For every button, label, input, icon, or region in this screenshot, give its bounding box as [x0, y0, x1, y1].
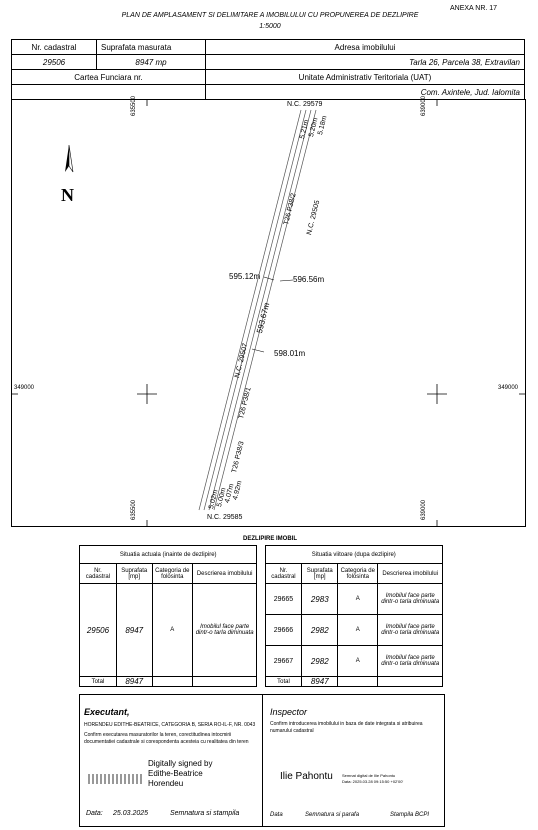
length-2: 596.56m [293, 275, 325, 284]
nr-cadastral-value: 29506 [12, 55, 97, 70]
document-title: PLAN DE AMPLASAMENT SI DELIMITARE A IMOBILULUI CU PROPUNEREA DE DEZLIPIRE [121, 12, 419, 19]
viitoare-cat-3: A [338, 646, 378, 677]
executant-text: Confirm executarea masuratorilor la teren, corectitudinea intocmirii documentatiei cadastrale si corespondenta acesteia cu realitatea din teren [84, 732, 249, 745]
col-desc: Descrierea imobilului [192, 564, 256, 584]
viitoare-sup-3: 2982 [302, 646, 338, 677]
parcel-strips [199, 110, 316, 510]
executant-date: 25.03.2025 [113, 810, 149, 817]
executant-name: HORENDEU EDITHE-BEATRICE, CATEGORIA B, SERIA RO-IL-F, NR. 0043 [84, 722, 256, 728]
length-1: 595.12m [229, 272, 261, 281]
adresa-value: Tarla 26, Parcela 38, Extravilan [206, 55, 525, 70]
parcel-top: T26 P38/2 [283, 192, 298, 226]
parcel-bottom: T26 P38/3 [231, 440, 246, 474]
bottom-dim-1: 5.02m [208, 489, 220, 510]
scale: 1:5000 [259, 23, 281, 30]
total-actual: 8947 [116, 677, 152, 687]
inspector-digital-date: Data: 2025.03.28 09:15:50 +02'00' [342, 779, 404, 784]
table-gap [257, 546, 265, 687]
viitoare-nr-2: 29666 [265, 615, 302, 646]
viitoare-desc-3: Imobilul face parte dintr-o tarla diminuata [378, 646, 443, 677]
adresa-label: Adresa imobilului [206, 40, 525, 55]
coord-bottom-left: 635500 [131, 499, 137, 520]
inspector-date-label: Data [270, 812, 283, 818]
info-table [11, 39, 525, 100]
total-label-v: Total [265, 677, 302, 687]
bottom-dim-4: 4.92m [232, 480, 244, 501]
viitoare-cat-1: A [338, 584, 378, 615]
viitoare-nr-3: 29667 [265, 646, 302, 677]
suprafata-value: 8947 mp [97, 55, 206, 70]
col-cat-v: Categoria de folosinta [338, 564, 378, 584]
coord-bottom-right: 639000 [421, 499, 427, 520]
executant-digital-signature: Digitally signed by Edithe-Beatrice Horendeu [148, 759, 213, 788]
inspector-stampila: Stampila BCPI [390, 812, 430, 818]
coord-right: 349000 [498, 385, 519, 391]
col-sup: Suprafata [mp] [116, 564, 152, 584]
inspector-digital: Semnat digital de Ilie Pahontu [342, 773, 396, 778]
viitoare-cat-2: A [338, 615, 378, 646]
col-nr: Nr. cadastral [80, 564, 117, 584]
executant-semnatura: Semnatura si stampila [170, 810, 240, 817]
col-nr-v: Nr. cadastral [265, 564, 302, 584]
top-dim-1: 5.21m [299, 119, 311, 140]
nc-bottom: N.C. 29585 [207, 514, 243, 521]
bottom-dim-3: 4.07m [224, 483, 236, 504]
signatures-box [79, 694, 445, 827]
uat-value: Com. Axintele, Jud. Ialomita [206, 85, 525, 100]
nc-top: N.C. 29579 [287, 101, 323, 108]
actual-nr: 29506 [80, 584, 117, 677]
parcel-mid: T26 P38/1 [238, 386, 253, 420]
col-sup-v: Suprafata [mp] [302, 564, 338, 584]
inspector-text: Confirm introducerea imobilului in baza de date integrata si atribuirea numarului cadastral [270, 721, 423, 734]
executant-title: Executant, [84, 707, 130, 717]
viitoare-sup-2: 2982 [302, 615, 338, 646]
nc-left: N.C. 29507 [234, 342, 250, 379]
coord-top-right: 639000 [421, 95, 427, 116]
north-label: N [61, 185, 74, 205]
dezlipire-table [79, 545, 443, 687]
north-arrow-icon [65, 145, 73, 172]
actual-cat: A [152, 584, 192, 677]
uat-label: Unitate Administrativ Teritoriala (UAT) [206, 70, 525, 85]
viitoare-sup-1: 2983 [302, 584, 338, 615]
bottom-dim-2: 5.00m [216, 487, 228, 508]
coord-top-left: 635500 [131, 95, 137, 116]
actual-desc: Imobilul face parte dintr-o tarla diminuata [192, 584, 256, 677]
cf-value [12, 85, 206, 100]
top-dim-3: 5.18m [317, 115, 329, 136]
actual-sup: 8947 [116, 584, 152, 677]
col-desc-v: Descrierea imobilului [378, 564, 443, 584]
actual-header: Situatia actuala (inainte de dezlipire) [80, 546, 257, 564]
nc-right: N.C. 29505 [306, 199, 322, 236]
viitoare-desc-1: Imobilul face parte dintr-o tarla diminuata [378, 584, 443, 615]
annex-number: ANEXA NR. 17 [450, 5, 498, 12]
viitoare-header: Situatia viitoare (dupa dezlipire) [265, 546, 442, 564]
map-frame [11, 95, 526, 527]
total-label: Total [80, 677, 117, 687]
top-dim-2: 5.20m [308, 117, 320, 138]
dezlipire-title: DEZLIPIRE IMOBIL [243, 536, 297, 542]
length-4: 598.01m [274, 349, 306, 358]
suprafata-label: Suprafata masurata [97, 40, 206, 55]
total-viitoare: 8947 [302, 677, 338, 687]
executant-date-label: Data: [86, 810, 103, 817]
viitoare-nr-1: 29665 [265, 584, 302, 615]
cf-label: Cartea Funciara nr. [12, 70, 206, 85]
length-3: 593.67m [255, 301, 272, 335]
viitoare-desc-2: Imobilul face parte dintr-o tarla diminuata [378, 615, 443, 646]
coord-left: 349000 [14, 385, 35, 391]
executant-signature-mark [88, 774, 143, 784]
inspector-semnatura: Semnatura si parafa [305, 812, 360, 818]
nr-cadastral-label: Nr. cadastral [12, 40, 97, 55]
col-cat: Categoria de folosinta [152, 564, 192, 584]
inspector-title: Inspector [270, 707, 308, 717]
inspector-name: Ilie Pahontu [280, 771, 333, 782]
